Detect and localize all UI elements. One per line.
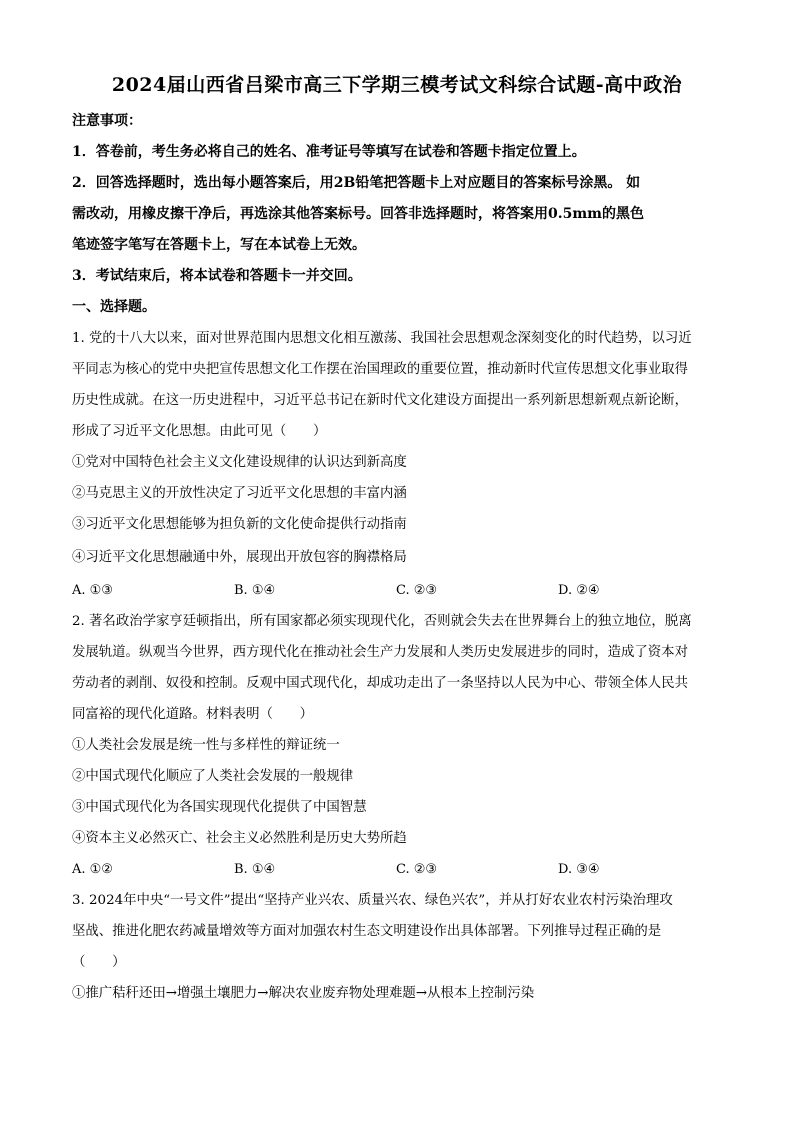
option-d: D. ②④	[558, 583, 600, 598]
question-text-line: 同富裕的现代化道路。材料表明（ ）	[72, 707, 314, 722]
statement-choice: ④习近平文化思想融通中外，展现出开放包容的胸襟格局	[72, 550, 407, 565]
question-2	[72, 606, 720, 885]
question-text-line: 历史性成就。在这一历史进程中，习近平总书记在新时代文化建设方面提出一系列新思想新观点新论断，	[72, 393, 688, 408]
statement-choice: ③中国式现代化为各国实现现代化提供了中国智慧	[72, 800, 367, 815]
statement-choice: ③习近平文化思想能够为担负新的文化使命提供行动指南	[72, 517, 407, 532]
statement-choice: ①推广秸秆还田→增强土壤肥力→解决农业废弃物处理难题→从根本上控制污染	[72, 986, 535, 1001]
question-text-line: （ ）	[72, 955, 126, 970]
statement-choice: ②马克思主义的开放性决定了习近平文化思想的丰富内涵	[72, 486, 407, 501]
option-b: B. ①④	[234, 583, 276, 598]
question-1	[72, 323, 720, 606]
answer-options	[72, 854, 720, 885]
option-c: C. ②③	[396, 583, 438, 598]
question-text-line: 2. 著名政治学家亨廷顿指出，所有国家都必须实现现代化，否则就会失去在世界舞台上的独立地位，脱离	[72, 614, 692, 629]
page-title: 2024届山西省吕梁市高三下学期三模考试文科综合试题-高中政治	[111, 74, 683, 96]
statement-choice: ②中国式现代化顺应了人类社会发展的一般规律	[72, 769, 354, 784]
question-text-line: 劳动者的剥削、奴役和控制。反观中国式现代化，却成功走出了一条坚持以人民为中心、带领全体人民共	[72, 676, 688, 691]
option-d: D. ③④	[558, 862, 600, 877]
statement-choice: ④资本主义必然灭亡、社会主义必然胜利是历史大势所趋	[72, 831, 407, 846]
option-a: A. ①②	[72, 862, 113, 877]
option-c: C. ②③	[396, 862, 438, 877]
question-text-line: 3. 2024年中央“一号文件”提出“坚持产业兴农、质量兴农、绿色兴农”，并从打好农业农村污染治理攻	[72, 893, 673, 908]
notice-item: 1．答卷前，考生务必将自己的姓名、准考证号等填写在试卷和答题卡指定位置上。	[72, 144, 586, 160]
notice-heading: 注意事项：	[72, 113, 142, 129]
section-heading: 一、选择题。	[72, 299, 156, 315]
notice-section	[72, 106, 720, 292]
option-b: B. ①④	[234, 862, 276, 877]
notice-item: 3．考试结束后，将本试卷和答题卡一并交回。	[72, 268, 362, 284]
question-text-line: 平同志为核心的党中央把宣传思想文化工作摆在治国理政的重要位置，推动新时代宣传思想文化事业取得	[72, 362, 688, 377]
statement-choice: ①人类社会发展是统一性与多样性的辩证统一	[72, 738, 340, 753]
question-text-line: 发展轨道。纵观当今世界，西方现代化在推动社会生产力发展和人类历史发展进步的同时，造成了资本对	[72, 645, 688, 660]
notice-item: 需改动，用橡皮擦干净后，再选涂其他答案标号。回答非选择题时，将答案用0.5mm的黑色	[72, 206, 644, 222]
question-3	[72, 885, 720, 1009]
option-a: A. ①③	[72, 583, 113, 598]
answer-options	[72, 575, 720, 606]
statement-choice: ①党对中国特色社会主义文化建设规律的认识达到新高度	[72, 455, 407, 470]
question-text-line: 形成了习近平文化思想。由此可见（ ）	[72, 424, 327, 439]
notice-item: 2．回答选择题时，选出每小题答案后，用2B铅笔把答题卡上对应题目的答案标号涂黑。 如	[72, 175, 641, 191]
question-text-line: 1. 党的十八大以来，面对世界范围内思想文化相互激荡、我国社会思想观念深刻变化的时代趋势，以习近	[72, 331, 692, 346]
question-text-line: 坚战、推进化肥农药减量增效等方面对加强农村生态文明建设作出具体部署。下列推导过程正确的是	[72, 924, 662, 939]
exam-content	[72, 106, 720, 1009]
notice-item: 笔迹签字笔写在答题卡上，写在本试卷上无效。	[72, 237, 366, 253]
